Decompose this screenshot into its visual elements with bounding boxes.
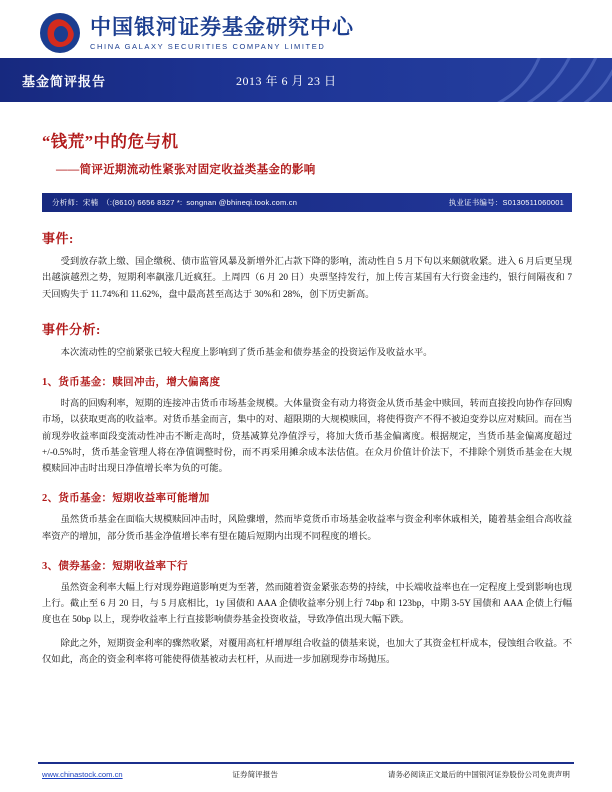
paragraph: 除此之外，短期资金利率的骤然收紧，对覆用高杠杆增厚组合收益的债基来说，也加大了其资金杠杆成本，侵蚀组合收益。不仅如此，高企的资金利率将可能使得债基被动去杠杆，从而进一步加剧现券市场抛压。 (42, 638, 572, 665)
analyst-name: 宋楠 (82, 198, 99, 207)
galaxy-logo-icon (40, 13, 80, 53)
report-type-label: 基金简评报告 (22, 73, 107, 89)
subsection-heading-money-fund-yield: 2、货币基金：短期收益率可能增加 (42, 493, 210, 505)
report-date: 2013 年 6 月 23 日 (236, 73, 337, 88)
subsection-heading-money-fund-redemption: 1、货币基金：赎回冲击，增大偏离度 (42, 377, 221, 389)
paragraph: 时高的回购利率，短期的连接冲击货币市场基金规模。大体量资金有动力将资金从货币基金中赎回，转而直接投向协作存回购市场，以获取更高的收益率。对货币基金而言，集中的对、超限期的大规模赎回，将使得资产不得不被迫变券以应对赎回。而在当前现券收益率面段变流动性冲击不断走高时，贷基减算兑净值浮亏，将加大货币基金偏离度。根据规定，当货币基金偏离度超过+/-0.5%时，货币基金管理人将在净值调整时份，而不再采用摊余成本法估值。在众月价值计价法下，不排除个别货币基金在大规模赎回冲击时出现日净值增长率为负的可能。 (42, 399, 572, 475)
analyst-license: 执业证书编号：S0130511060001 (448, 198, 564, 207)
page-subtitle: ——简评近期流动性紧张对固定收益类基金的影响 (56, 164, 316, 176)
analyst-info-bar (42, 193, 572, 212)
company-name-block (90, 15, 354, 50)
paragraph: 虽然资金利率大幅上行对现券跑道影响更为至著，然而随着资金紧张态势的持续，中长端收益率也在一定程度上受到影响也现上行。截止至 6 月 20 日，与 5 月底相比，1y 国债和 AAA 企债收益率分别上行 74bp 和 123bp，中期 3-5Y 国债和 AAA 企债上行幅度也在 50bp 以上，现券收益率上行直接影响债券基金投资收益，导致净值出现大幅下跌。 (42, 582, 572, 626)
page-footer (0, 762, 612, 792)
company-name-en: CHINA GALAXY SECURITIES COMPANY LIMITED (90, 41, 326, 51)
paragraph: 受到放存款上缴、国企缴税、债市监管风暴及新增外汇占款下降的影响，流动性自 5 月下旬以来颇就收紧。进入 6 月后更呈现出越演越烈之势，短期利率飙涨几近疯狂。上周四（6 月 20 日）央票坚持发行，加上传言某国有大行资金违约，银行间隔夜和 7 天回购失于 11.74%和 11.62%，盘中最高甚至高达于 30%和 28%，创下历史新高。 (42, 257, 572, 300)
paragraph: 本次流动性的空前紧张已较大程度上影响到了货币基金和债券基金的投资运作及收益水平。 (60, 347, 433, 358)
paragraph: 虽然货币基金在面临大规模赎回冲击时，风险骤增，然而毕竟货币市场基金收益率与资金利率休戚相关，随着基金组合高收益率资产的增加，部分货币基金净值增长率有望在随后短期内出现不同程度的增长。 (42, 515, 572, 542)
company-header (0, 0, 612, 58)
analyst-label: 分析师： (52, 198, 83, 207)
swirl-decoration-icon (472, 58, 612, 102)
company-name-cn: 中国银河证券基金研究中心 (90, 15, 354, 40)
analyst-phone: （:(8610) 6656 8327 *: (102, 198, 183, 207)
subsection-heading-bond-fund-yield: 3、债券基金：短期收益率下行 (42, 560, 188, 572)
footer-doc-type: 证券简评报告 (232, 770, 278, 779)
section-heading-event: 事件: (42, 231, 74, 246)
footer-website-link[interactable]: www.chinastock.com.cn (42, 770, 123, 779)
report-type-bar (0, 58, 612, 102)
report-body (0, 128, 612, 668)
footer-disclaimer: 请务必阅读正文最后的中国银河证券股份公司免责声明 (387, 770, 570, 779)
page-title: “钱荒”中的危与机 (42, 132, 179, 151)
section-heading-analysis: 事件分析: (42, 321, 101, 337)
analyst-email[interactable]: songnan @bhineqi.took.com.cn (186, 198, 298, 207)
